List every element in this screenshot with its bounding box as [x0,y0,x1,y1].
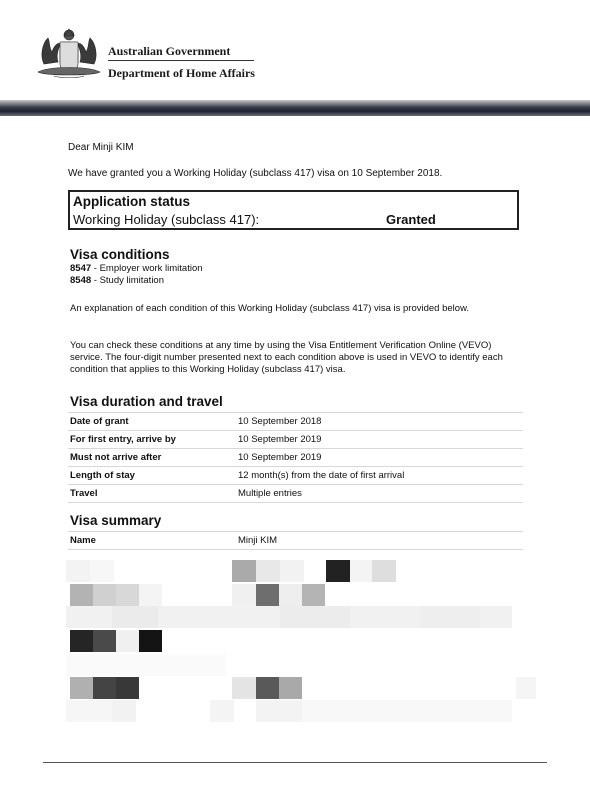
visa-duration-table [68,412,523,503]
vevo-paragraph: You can check these conditions at any time by using the Visa Entitlement Verification Online (VEVO) service. The four-digit number presented next to each condition above is used in VEVO to identify each condition that applies to this Working Holiday (subclass 417) visa. [70,340,503,375]
coat-of-arms-icon [34,26,104,84]
visa-summary-title: Visa summary [70,513,162,528]
department-name: Department of Home Affairs [108,66,255,80]
application-status-value: Granted [386,212,436,227]
application-status-box [68,190,519,230]
salutation: Dear Minji KIM [68,142,134,153]
table-row: Must not arrive after 10 September 2019 [68,449,523,467]
header-divider [108,60,254,61]
footer-divider [43,762,547,763]
condition-item: 8548 - Study limitation [70,275,165,286]
pixelation-blocks [66,560,536,722]
letterhead [0,0,590,118]
application-status-visa: Working Holiday (subclass 417): [73,212,260,227]
table-row: Length of stay 12 month(s) from the date of first arrival [68,467,523,485]
application-status-title: Application status [73,194,191,209]
table-row: Name Minji KIM [68,532,523,550]
government-name: Australian Government [108,44,231,58]
visa-conditions-list [70,263,203,287]
table-row: Travel Multiple entries [68,485,523,503]
conditions-explanation: An explanation of each condition of this Working Holiday (subclass 417) visa is provided below. [70,303,470,314]
grant-statement: We have granted you a Working Holiday (subclass 417) visa on 10 September 2018. [68,168,443,179]
visa-conditions-title: Visa conditions [70,247,170,262]
condition-item: 8547 - Employer work limitation [70,263,203,274]
table-row: Date of grant 10 September 2018 [68,413,523,431]
visa-summary-table [68,531,523,550]
table-row: For first entry, arrive by 10 September 2019 [68,431,523,449]
visa-duration-title: Visa duration and travel [70,394,223,409]
header-band [0,100,590,116]
